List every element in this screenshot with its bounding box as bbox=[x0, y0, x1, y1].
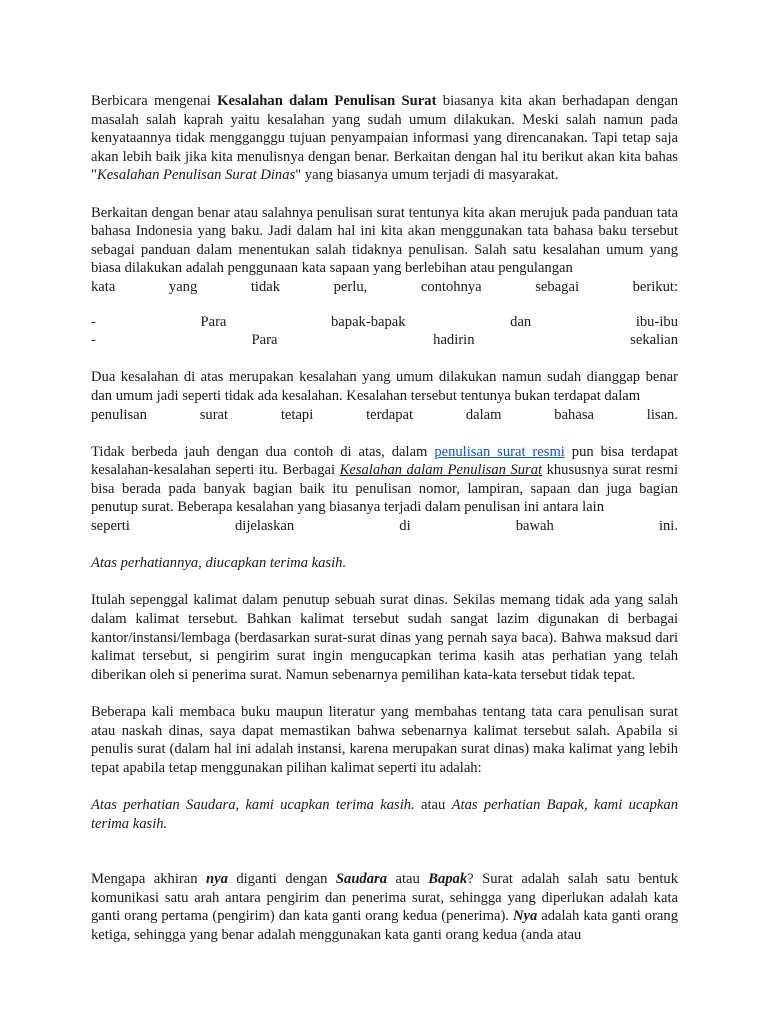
text: penulisan surat tetapi terdapat dalam bahasa lisan. bbox=[91, 406, 678, 423]
paragraph-dua-kesalahan-last-line bbox=[91, 406, 678, 425]
list-item bbox=[91, 331, 678, 350]
text: Mengapa akhiran bbox=[91, 871, 206, 888]
list-word: sekalian bbox=[630, 332, 678, 349]
text: Tidak berbeda jauh dengan dua contoh di atas, dalam bbox=[91, 443, 435, 460]
text: " yang biasanya umum terjadi di masyarakat. bbox=[295, 167, 559, 184]
list-word: bapak-bapak bbox=[331, 313, 406, 330]
list-item bbox=[91, 313, 678, 332]
text: Beberapa kali membaca buku maupun literatur yang membahas tentang tata cara penulisan surat atau naskah dinas, saya dapat memastikan bahwa sebenarnya kalimat tersebut salah. Apabila si penulis surat (dalam hal ini adalah instansi, karena merupakan surat dinas) maka kalimat yang lebih tepat apabila tetap menggunakan pilihan kalimat seperti itu adalah: bbox=[91, 704, 678, 776]
paragraph-intro bbox=[91, 92, 678, 185]
paragraph-akhiran-nya bbox=[91, 870, 678, 944]
text: kata yang tidak perlu, contohnya sebagai berikut: bbox=[91, 278, 678, 295]
text: ? Surat adalah salah satu bentuk komunikasi satu arah antara pengirim dan penerima surat, sehingga yang diperlukan adalah kata ganti orang pertama (pengirim) dan kata ganti orang kedua (penerima). bbox=[91, 871, 678, 925]
paragraph-literatur bbox=[91, 703, 678, 777]
bold-italic-word: Nya bbox=[512, 908, 538, 925]
paragraph-penutup bbox=[91, 591, 678, 684]
list-word: Para bbox=[200, 313, 227, 330]
list-word: ibu-ibu bbox=[635, 313, 678, 330]
example-list bbox=[91, 313, 678, 350]
list-dash: - bbox=[91, 313, 96, 330]
text: Berbicara mengenai bbox=[91, 93, 218, 109]
text: Dua kesalahan di atas merupakan kesalahan yang umum dilakukan namun sudah dianggap benar dan umum jadi seperti tidak ada kesalahan. Kesalahan tersebut tentunya bukan terdapat dalam bbox=[91, 369, 678, 404]
text: Berkaitan dengan benar atau salahnya penulisan surat tentunya kita akan merujuk pada panduan tata bahasa Indonesia yang baku. Jadi dalam hal ini kita akan menggunakan tata bahasa baku tersebut sebagai panduan dalam menentukan salah tidaknya penulisan. Salah satu kesalahan umum yang biasa dilakukan adalah penggunaan kata sapaan yang berlebihan atau pengulangan bbox=[91, 204, 678, 277]
bold-italic-word: Saudara bbox=[335, 871, 388, 888]
italic-quote: Atas perhatiannya, diucapkan terima kasih. bbox=[91, 555, 347, 572]
paragraph-panduan-last-line bbox=[91, 278, 678, 297]
text: khususnya surat resmi bisa berada pada banyak bagian baik itu penulisan nomor, lampiran, sapaan dan juga bagian penutup surat. Beberapa kesalahan yang biasanya terjadi dalam penulisan ini antara lain bbox=[91, 462, 679, 516]
italic-example: Atas perhatian Bapak, kami ucapkan terima kasih. bbox=[91, 796, 679, 832]
list-word: hadirin bbox=[433, 332, 475, 349]
quote-closing-sentence bbox=[91, 554, 678, 573]
text: diganti dengan bbox=[227, 871, 336, 888]
bold-italic-word: Bapak bbox=[428, 871, 468, 888]
text: seperti dijelaskan di bawah ini. bbox=[91, 518, 678, 535]
link-penulisan-surat-resmi[interactable]: penulisan surat resmi bbox=[434, 443, 565, 460]
paragraph-panduan bbox=[91, 204, 678, 278]
text: pun bisa terdapat kesalahan-kesalahan seperti itu. Berbagai bbox=[91, 443, 678, 479]
text: atau bbox=[387, 871, 429, 888]
paragraph-dua-kesalahan bbox=[91, 368, 678, 405]
list-word: dan bbox=[510, 313, 532, 330]
bold-italic-word: nya bbox=[205, 871, 228, 888]
text: adalah kata ganti orang ketiga, sehingga yang benar adalah menggunakan kata ganti orang kedua (anda atau bbox=[91, 908, 678, 943]
italic-example: Atas perhatian Saudara, kami ucapkan terima kasih. bbox=[91, 796, 415, 813]
italic-phrase: Kesalahan Penulisan Surat Dinas bbox=[96, 167, 296, 184]
paragraph-correct-sentences bbox=[91, 796, 678, 833]
text: biasanya kita akan berhadapan dengan masalah salah kaprah yaitu kesalahan yang sudah umum dilakukan. Meski salah namun pada kenyataannya tidak mengganggu tujuan penyampaian informasi yang direncanakan. Tapi tetap saja akan lebih baik jika kita menulisnya dengan benar. Berkaitan dengan hal itu berikut akan kita bahas " bbox=[91, 93, 678, 184]
paragraph-surat-resmi-last-line bbox=[91, 517, 678, 536]
list-dash: - bbox=[91, 332, 96, 349]
list-word: Para bbox=[251, 332, 278, 349]
text: Itulah sepenggal kalimat dalam penutup sebuah surat dinas. Sekilas memang tidak ada yang salah dalam kalimat tersebut. Bahkan kalimat tersebut sudah sangat lazim digunakan di berbagai kantor/instansi/lembaga (berdasarkan surat-surat dinas yang pernah saya baca). Bahwa maksud dari kalimat tersebut, si pengirim surat ingin mengucapkan terima kasih atas perhatian yang telah diberikan oleh si penerima surat. Namun sebenarnya pemilihan kata-kata tersebut tidak tepat. bbox=[91, 592, 678, 683]
italic-underlined-phrase: Kesalahan dalam Penulisan Surat bbox=[339, 462, 543, 479]
paragraph-surat-resmi bbox=[91, 443, 678, 517]
bold-phrase: Kesalahan dalam Penulisan Surat bbox=[217, 93, 437, 109]
text: atau bbox=[414, 796, 452, 813]
